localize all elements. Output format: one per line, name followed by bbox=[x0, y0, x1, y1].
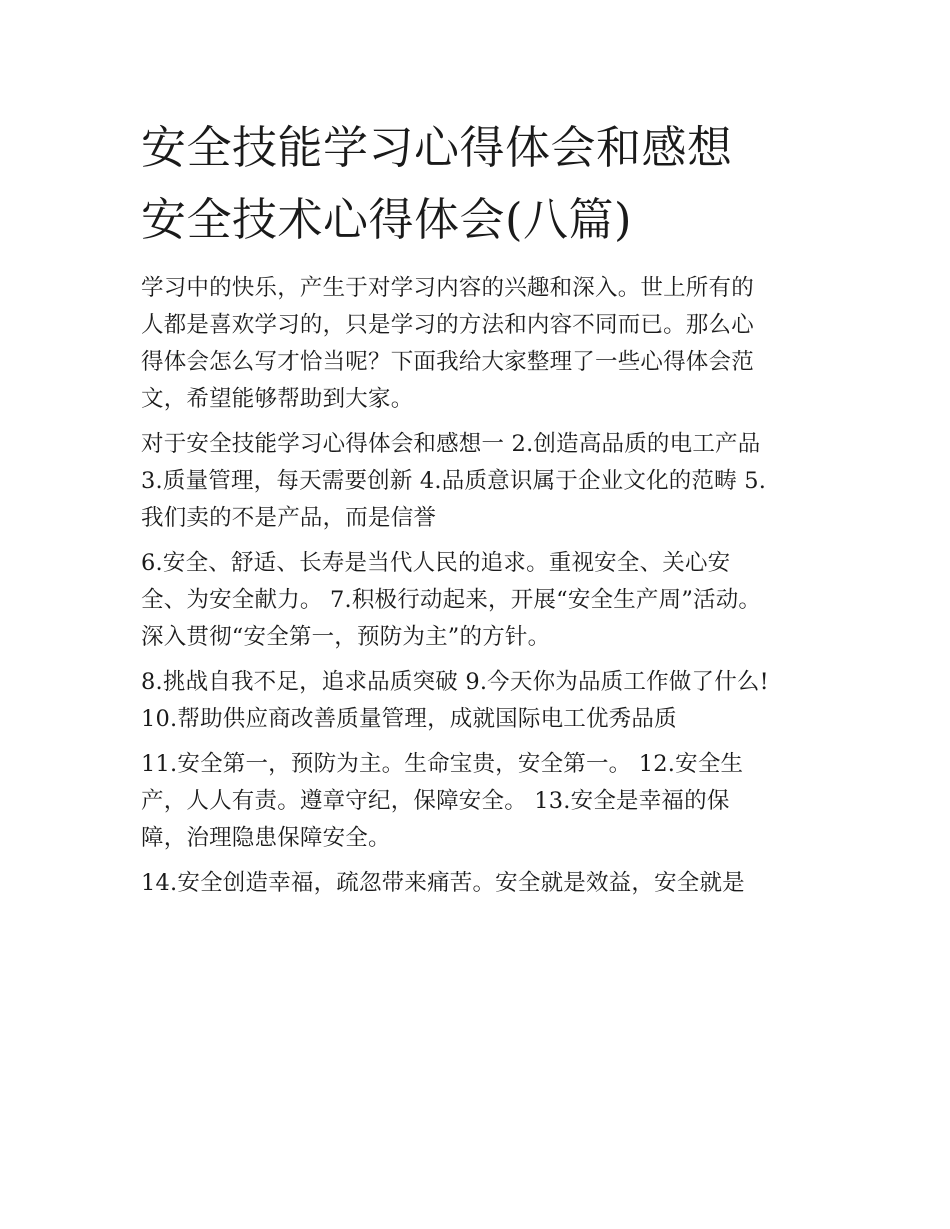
title-line-1: 安全技能学习心得体会和感想 bbox=[141, 121, 733, 174]
title-line-2: 安全技术心得体会(八篇) bbox=[141, 193, 633, 246]
intro-paragraph bbox=[141, 270, 813, 418]
text-line: 学习中的快乐，产生于对学习内容的兴趣和深入。世上所有的 bbox=[141, 275, 754, 301]
slogan-paragraph-3 bbox=[141, 664, 813, 738]
text-line: 产，人人有责。遵章守纪，保障安全。 13.安全是幸福的保 bbox=[141, 788, 730, 814]
document-body bbox=[141, 112, 813, 910]
text-line: 文，希望能够帮助到大家。 bbox=[141, 386, 414, 412]
slogan-paragraph-2 bbox=[141, 545, 813, 656]
text-line: 3.质量管理，每天需要创新 4.品质意识属于企业文化的范畴 5. bbox=[141, 468, 767, 494]
text-line: 14.安全创造幸福，疏忽带来痛苦。安全就是效益，安全就是 bbox=[141, 870, 745, 896]
text-line: 对于安全技能学习心得体会和感想一 2.创造高品质的电工产品 bbox=[141, 431, 761, 457]
text-line: 全、为安全献力。 7.积极行动起来，开展“安全生产周”活动。 bbox=[141, 587, 762, 613]
text-line: 深入贯彻“安全第一，预防为主”的方针。 bbox=[141, 624, 551, 650]
text-line: 我们卖的不是产品，而是信誉 bbox=[141, 505, 437, 531]
text-line: 障，治理隐患保障安全。 bbox=[141, 825, 391, 851]
text-line: 10.帮助供应商改善质量管理，成就国际电工优秀品质 bbox=[141, 706, 677, 732]
text-line: 11.安全第一，预防为主。生命宝贵，安全第一。 12.安全生 bbox=[141, 751, 744, 777]
document-title bbox=[141, 112, 813, 256]
text-line: 人都是喜欢学习的，只是学习的方法和内容不同而已。那么心 bbox=[141, 312, 754, 338]
text-line: 8.挑战自我不足，追求品质突破 9.今天你为品质工作做了什么! bbox=[141, 669, 769, 695]
text-line: 6.安全、舒适、长寿是当代人民的追求。重视安全、关心安 bbox=[141, 550, 731, 576]
text-line: 得体会怎么写才恰当呢？下面我给大家整理了一些心得体会范 bbox=[141, 349, 754, 375]
slogan-paragraph-4 bbox=[141, 746, 813, 857]
slogan-paragraph-5 bbox=[141, 865, 813, 902]
slogan-paragraph-1 bbox=[141, 426, 813, 537]
